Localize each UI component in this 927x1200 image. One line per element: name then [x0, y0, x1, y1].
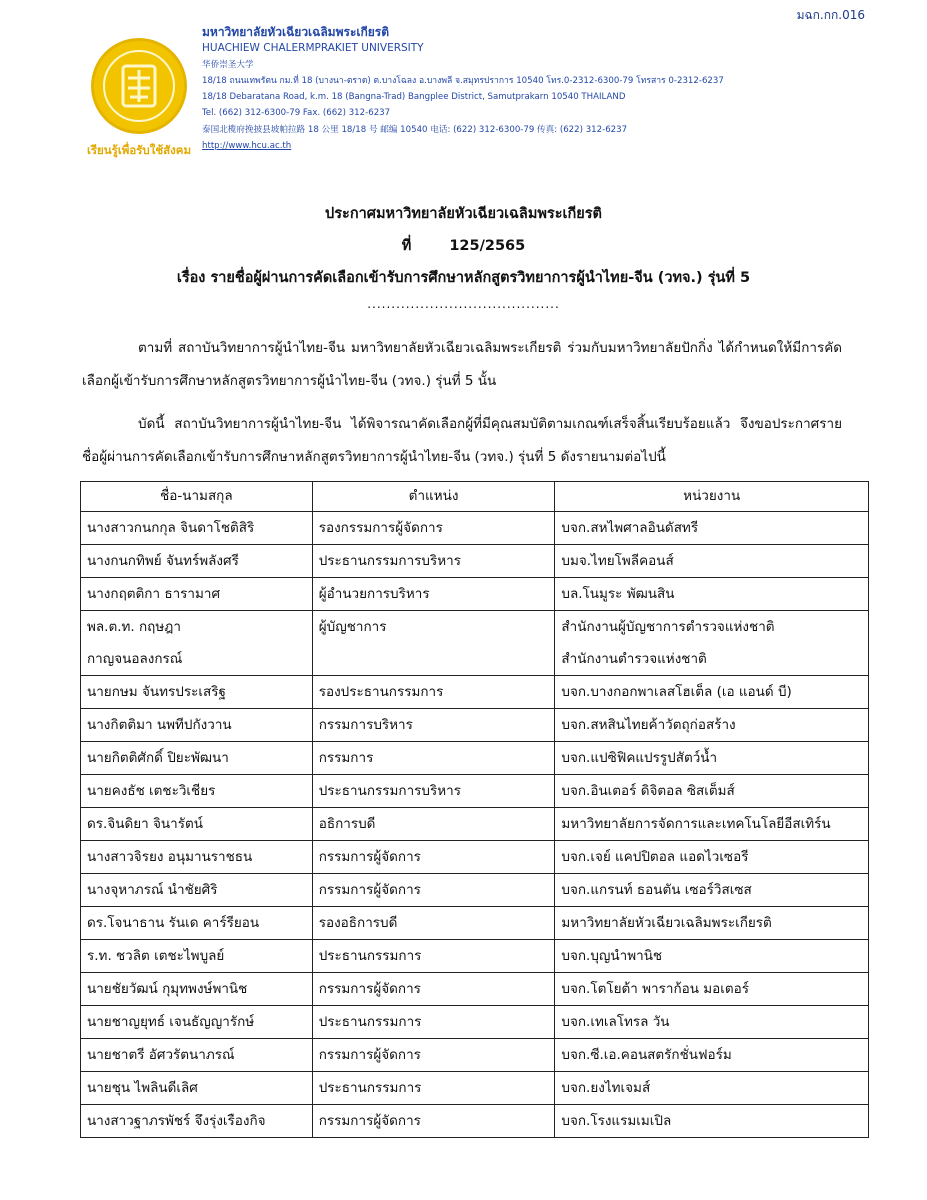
cell-name: [81, 611, 313, 676]
table-row: [81, 742, 869, 775]
cell-name-line: นางสาวกนกกุล จินดาโชติสิริ: [87, 520, 255, 536]
cell-name-line: นางสาวจิรยง อนุมานราชธน: [87, 849, 253, 865]
cell-name: [81, 1006, 313, 1039]
table-row: [81, 676, 869, 709]
cell-position: รองกรรมการผู้จัดการ: [312, 512, 555, 545]
cell-position: ประธานกรรมการบริหาร: [312, 775, 555, 808]
announcement-title: ประกาศมหาวิทยาลัยหัวเฉียวเฉลิมพระเกียรติ: [325, 206, 602, 222]
cell-organization-line: บจก.อินเตอร์ ดิจิตอล ซิสเต็มส์: [561, 783, 735, 799]
cell-position: ประธานกรรมการ: [312, 1006, 555, 1039]
university-name-cn: 华侨崇圣大学: [202, 59, 254, 70]
cell-organization-line: บจก.บุญนำพานิช: [561, 948, 663, 964]
cell-name-line: นางสาวฐาภรพัชร์ จึงรุ่งเรืองกิจ: [87, 1113, 266, 1129]
table-row: [81, 1072, 869, 1105]
cell-name: [81, 545, 313, 578]
cell-name-line: นายกษม จันทรประเสริฐ: [87, 684, 226, 700]
header-name: ชื่อ-นามสกุล: [81, 482, 313, 512]
cell-organization: [555, 512, 869, 545]
cell-organization-line: บจก.ยงไทเจมส์: [561, 1080, 651, 1096]
address-cn: 泰国北榄府挽披县坡帕拉路 18 公里 18/18 号 邮编 10540 电话: (622) 312-6300-79 传真: (622) 312-6237: [202, 124, 628, 135]
cell-name-line: นางกนกทิพย์ จันทร์พลังศรี: [87, 553, 239, 569]
table-row: [81, 841, 869, 874]
cell-name-line: ร.ท. ชวลิต เตชะไพบูลย์: [87, 948, 225, 964]
cell-name-line: นายชาตรี อัศวรัตนาภรณ์: [87, 1047, 235, 1063]
cell-organization-line: สำนักงานผู้บัญชาการตำรวจแห่งชาติ: [561, 619, 775, 635]
cell-position: กรรมการผู้จัดการ: [312, 1039, 555, 1072]
cell-position: อธิการบดี: [312, 808, 555, 841]
cell-organization-line: บจก.โตโยต้า พาราก้อน มอเตอร์: [561, 981, 750, 997]
selected-participants-table: [80, 481, 869, 1138]
cell-position: ผู้อำนวยการบริหาร: [312, 578, 555, 611]
cell-organization: [555, 1072, 869, 1105]
cell-position: กรรมการผู้จัดการ: [312, 874, 555, 907]
cell-position: กรรมการผู้จัดการ: [312, 973, 555, 1006]
cell-name: [81, 1039, 313, 1072]
cell-organization: [555, 907, 869, 940]
cell-position: กรรมการบริหาร: [312, 709, 555, 742]
cell-position: กรรมการผู้จัดการ: [312, 841, 555, 874]
table-row: [81, 775, 869, 808]
seal-icon: [91, 38, 187, 134]
table-row: [81, 578, 869, 611]
cell-name: [81, 907, 313, 940]
cell-position: ประธานกรรมการ: [312, 1072, 555, 1105]
cell-name: [81, 808, 313, 841]
cell-position: รองอธิการบดี: [312, 907, 555, 940]
cell-organization: [555, 808, 869, 841]
cell-organization: [555, 1105, 869, 1138]
cell-name: [81, 676, 313, 709]
cell-name-line: พล.ต.ท. กฤษฎา: [87, 619, 181, 635]
number-label: ที่: [401, 238, 412, 254]
cell-name-line: นายชาญยุทธ์ เจนธัญญารักษ์: [87, 1014, 255, 1030]
table-row: [81, 611, 869, 676]
cell-organization-line: บจก.เจย์ แคปปิตอล แอดไวเซอรี: [561, 849, 749, 865]
cell-organization-line: บมจ.ไทยโพลีคอนส์: [561, 553, 674, 569]
paragraph-intro: ตามที่ สถาบันวิทยาการผู้นำไทย-จีน มหาวิทยาลัยหัวเฉียวเฉลิมพระเกียรติ ร่วมกับมหาวิทยาลัยปักกิ่ง ได้กำหนดให้มีการคัดเลือกผู้เข้ารับการศึกษาหลักสูตรวิทยาการผู้นำไทย-จีน (วทจ.) รุ่นที่ 5 นั้น: [82, 340, 842, 389]
cell-organization-line: สำนักงานตำรวจแห่งชาติ: [561, 651, 707, 667]
university-name-en: HUACHIEW CHALERMPRAKIET UNIVERSITY: [202, 42, 424, 55]
cell-name: [81, 512, 313, 545]
cell-position: รองประธานกรรมการ: [312, 676, 555, 709]
cell-name-line: กาญจนอลงกรณ์: [87, 651, 183, 667]
cell-name: [81, 1105, 313, 1138]
cell-organization: [555, 841, 869, 874]
cell-organization-line: บจก.สหสินไทยค้าวัตถุก่อสร้าง: [561, 717, 736, 733]
table-row: [81, 512, 869, 545]
cell-name-line: ดร.โจนาธาน รันเด คาร์รียอน: [87, 915, 260, 931]
cell-organization-line: บจก.เทเลโทรล วัน: [561, 1014, 670, 1030]
cell-organization-line: มหาวิทยาลัยการจัดการและเทคโนโลยีอีสเทิร์น: [561, 816, 831, 832]
cell-name-line: นางกฤตติกา ธารามาศ: [87, 586, 221, 602]
letterhead-text: [202, 24, 892, 154]
table-row: [81, 1006, 869, 1039]
paragraph-announcement: บัดนี้ สถาบันวิทยาการผู้นำไทย-จีน ได้พิจารณาคัดเลือกผู้ที่มีคุณสมบัติตามเกณฑ์เสร็จสิ้นเรียบร้อยแล้ว จึงขอประกาศรายชื่อผู้ผ่านการคัดเลือกเข้ารับการศึกษาหลักสูตรวิทยาการผู้นำไทย-จีน (วทจ.) รุ่นที่ 5 ดังรายนามต่อไปนี้: [82, 416, 842, 465]
cell-position: กรรมการ: [312, 742, 555, 775]
cell-organization: [555, 874, 869, 907]
cell-name: [81, 1072, 313, 1105]
cell-name: [81, 578, 313, 611]
cell-organization-line: บจก.สหไพศาลอินดัสทรี: [561, 520, 699, 536]
table-row: [81, 874, 869, 907]
university-name-th: มหาวิทยาลัยหัวเฉียวเฉลิมพระเกียรติ: [202, 25, 390, 39]
cell-name: [81, 940, 313, 973]
table-row: [81, 973, 869, 1006]
table-row: [81, 1039, 869, 1072]
cell-name: [81, 775, 313, 808]
tel-fax: Tel. (662) 312-6300-79 Fax. (662) 312-6237: [202, 108, 391, 119]
table-row: [81, 545, 869, 578]
cell-name-line: นายชุน ไพลินดีเลิศ: [87, 1080, 198, 1096]
cell-organization-line: บจก.แปซิฟิคแปรรูปสัตว์น้ำ: [561, 750, 718, 766]
table-body: [81, 512, 869, 1138]
cell-organization-line: บล.โนมูระ พัฒนสิน: [561, 586, 675, 602]
cell-position: ประธานกรรมการ: [312, 940, 555, 973]
cell-organization: [555, 578, 869, 611]
cell-name: [81, 973, 313, 1006]
dotted-separator: ........................................: [367, 297, 560, 311]
university-logo: [82, 38, 196, 178]
cell-name: [81, 709, 313, 742]
header-position: ตำแหน่ง: [312, 482, 555, 512]
table-row: [81, 907, 869, 940]
cell-organization: [555, 709, 869, 742]
cell-name-line: นางกิตติมา นพทีปกังวาน: [87, 717, 232, 733]
cell-organization: [555, 611, 869, 676]
cell-organization-line: มหาวิทยาลัยหัวเฉียวเฉลิมพระเกียรติ: [561, 915, 772, 931]
cell-organization: [555, 545, 869, 578]
number-value: 125/2565: [449, 238, 526, 254]
cell-organization-line: บจก.โรงแรมเมเปิล: [561, 1113, 672, 1129]
cell-name-line: ดร.จินดิยา จินารัตน์: [87, 816, 203, 832]
table-row: [81, 1105, 869, 1138]
cell-name: [81, 742, 313, 775]
cell-organization: [555, 973, 869, 1006]
cell-organization-line: บจก.แกรนท์ ธอนตัน เซอร์วิสเซส: [561, 882, 752, 898]
cell-organization: [555, 1039, 869, 1072]
table-header-row: [81, 482, 869, 512]
cell-name: [81, 841, 313, 874]
cell-organization-line: บจก.บางกอกพาเลสโฮเต็ล (เอ แอนด์ บี): [561, 684, 792, 700]
announcement-heading: [0, 198, 927, 314]
cell-organization: [555, 940, 869, 973]
cell-organization: [555, 775, 869, 808]
cell-position: ประธานกรรมการบริหาร: [312, 545, 555, 578]
announcement-number: [0, 230, 927, 262]
table-row: [81, 709, 869, 742]
cell-organization: [555, 742, 869, 775]
table-row: [81, 940, 869, 973]
cell-name-line: นางจุหาภรณ์ นำชัยศิริ: [87, 882, 218, 898]
letterhead: [82, 24, 882, 174]
table-row: [81, 808, 869, 841]
cell-name: [81, 874, 313, 907]
logo-motto: เรียนรู้เพื่อรับใช้สังคม: [86, 143, 192, 157]
cell-organization: [555, 676, 869, 709]
address-th: 18/18 ถนนเทพรัตน กม.ที่ 18 (บางนา-ตราด) ต.บางโฉลง อ.บางพลี จ.สมุทรปราการ 10540 โทร.0-2312-6300-79 โทรสาร 0-2312-6237: [202, 75, 724, 86]
cell-name-line: นายคงธัช เตชะวิเชียร: [87, 783, 216, 799]
announcement-subject: เรื่อง รายชื่อผู้ผ่านการคัดเลือกเข้ารับการศึกษาหลักสูตรวิทยาการผู้นำไทย-จีน (วทจ.) รุ่นที่ 5: [176, 270, 751, 286]
cell-name-line: นายกิตติศักดิ์ ปิยะพัฒนา: [87, 750, 229, 766]
cell-position: ผู้บัญชาการ: [312, 611, 555, 676]
cell-organization: [555, 1006, 869, 1039]
document-code: มฉก.กก.016: [796, 8, 865, 22]
cell-position: กรรมการผู้จัดการ: [312, 1105, 555, 1138]
address-en: 18/18 Debaratana Road, k.m. 18 (Bangna-Trad) Bangplee District, Samutprakarn 10540 THAILAND: [202, 92, 626, 103]
website-link[interactable]: http://www.hcu.ac.th: [202, 141, 292, 152]
cell-name-line: นายชัยวัฒน์ กุมุทพงษ์พานิช: [87, 981, 248, 997]
cell-organization-line: บจก.ซี.เอ.คอนสตรักชั่นฟอร์ม: [561, 1047, 732, 1063]
header-organization: หน่วยงาน: [555, 482, 869, 512]
